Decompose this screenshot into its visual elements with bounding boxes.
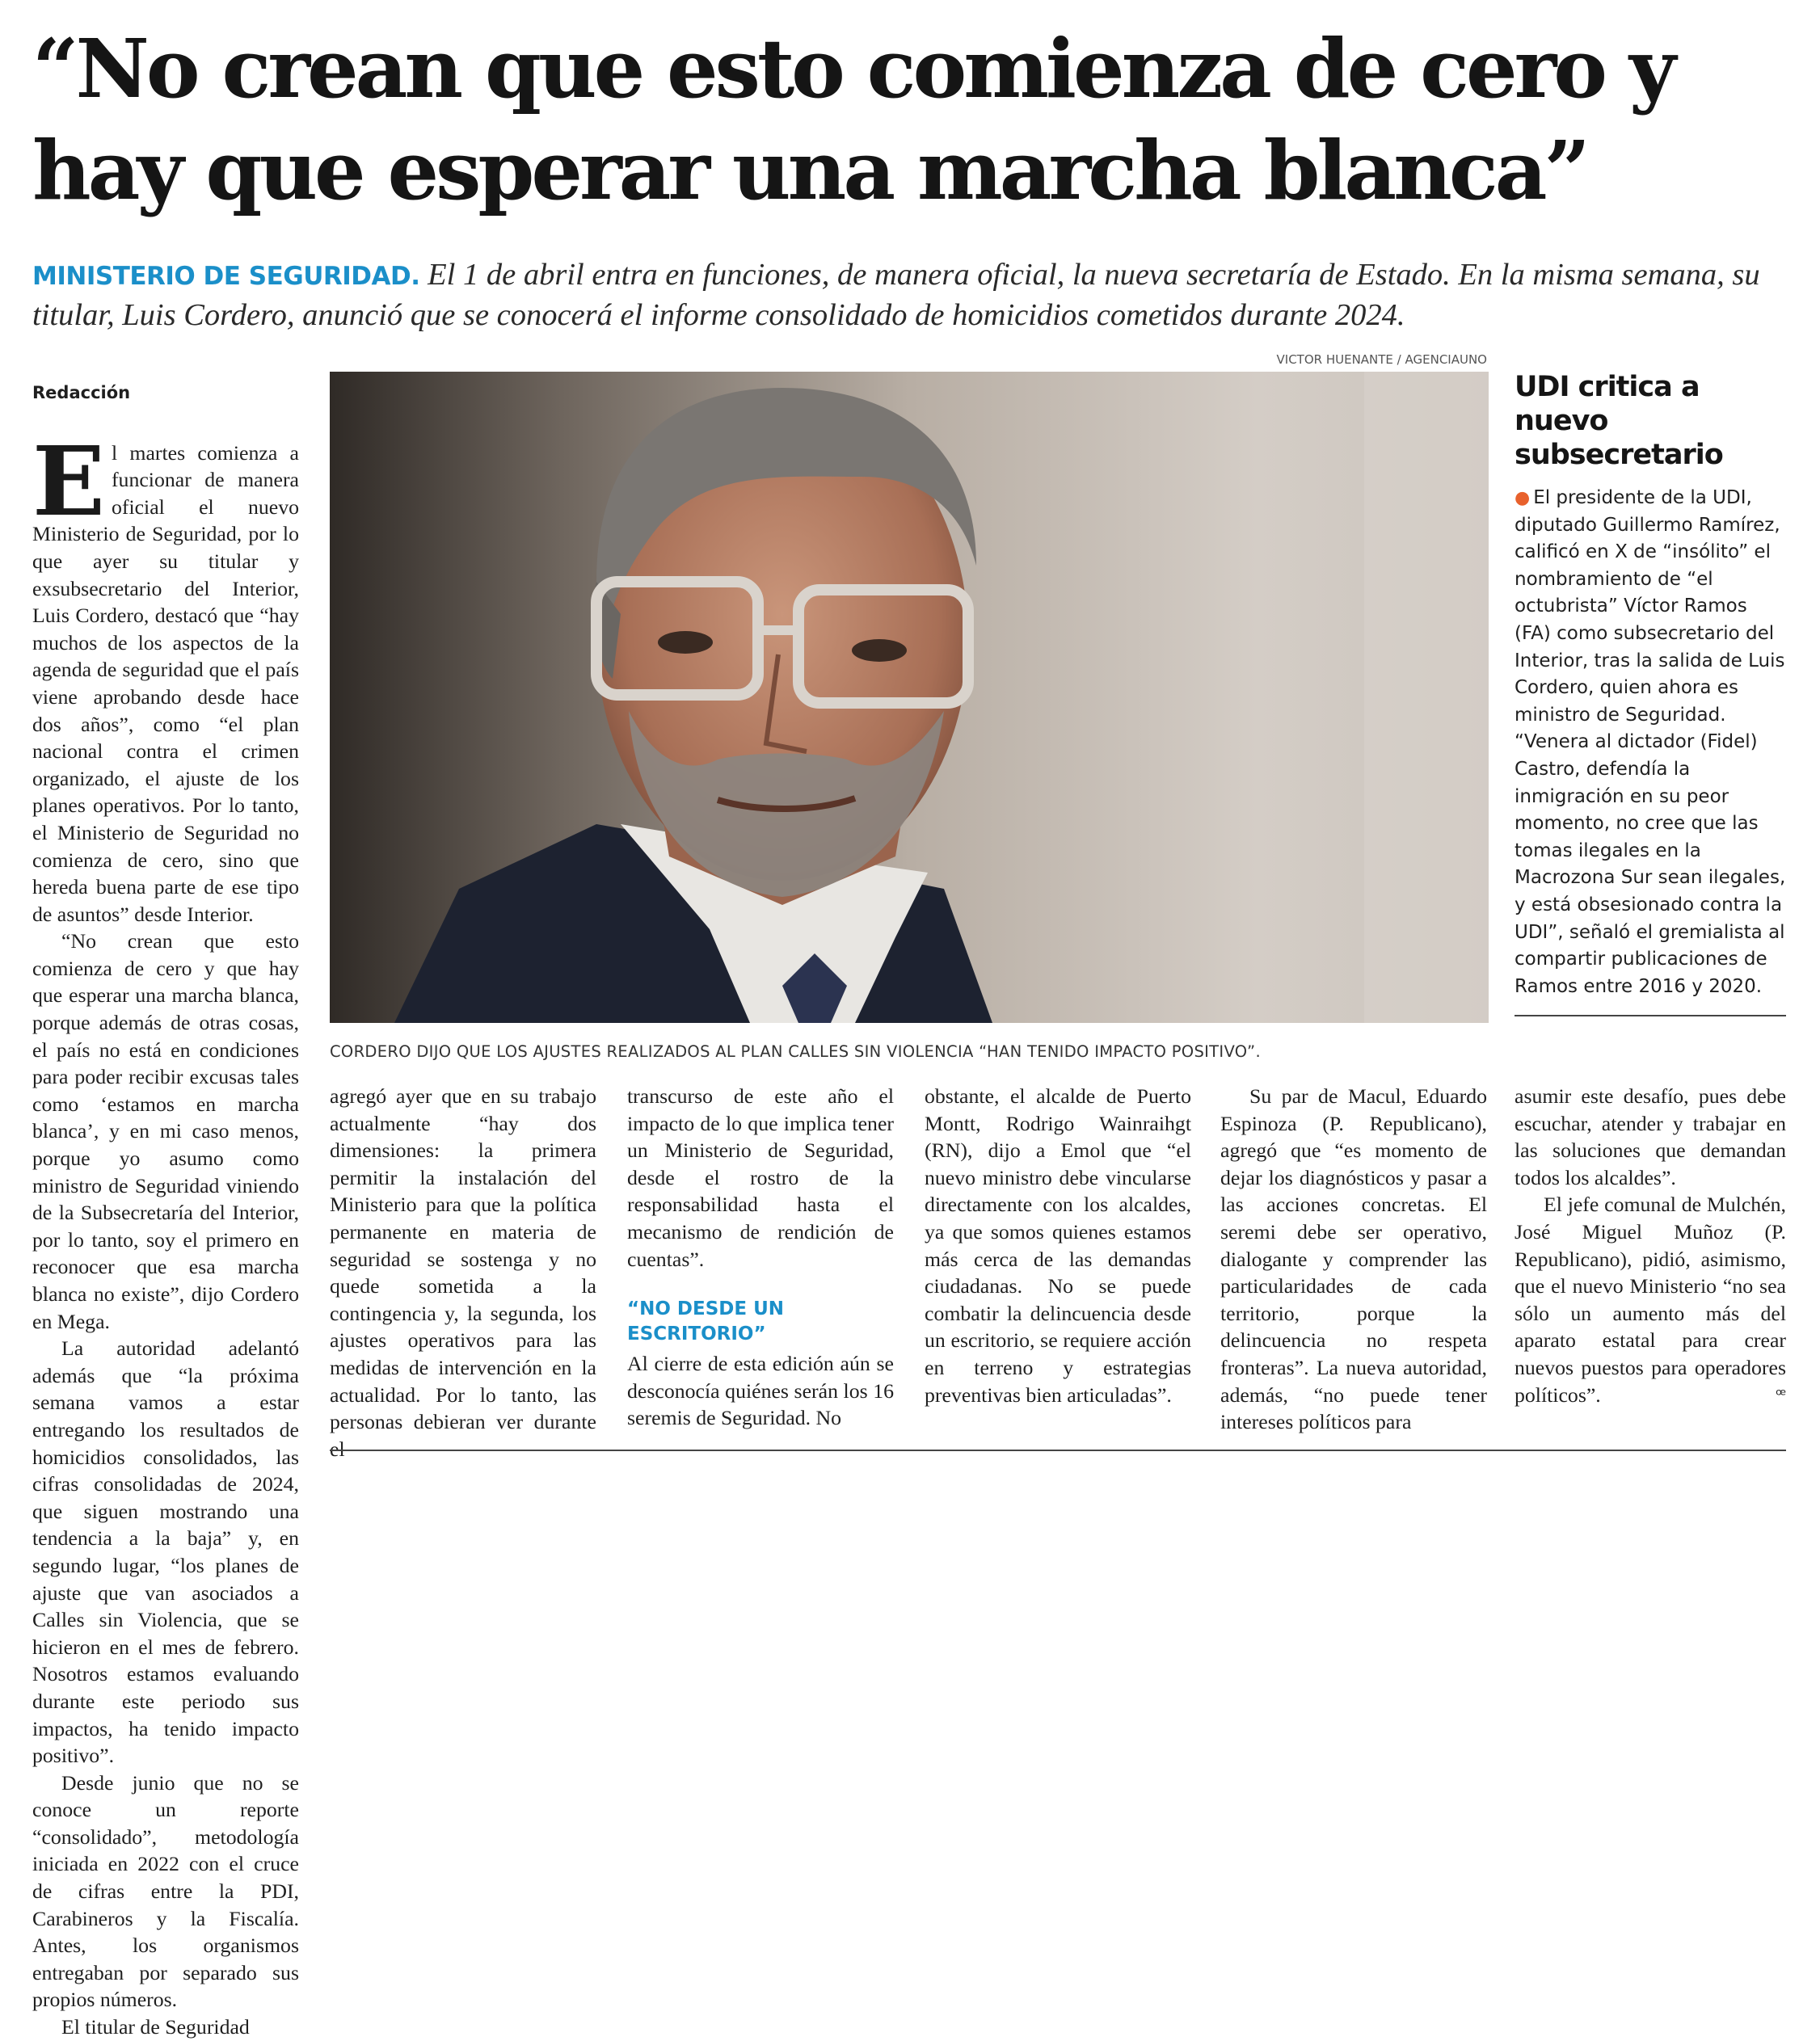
sidebar-box xyxy=(1515,370,1786,1016)
article-column-3 xyxy=(627,1083,894,1432)
article-col2-text: agregó ayer que en su trabajo actualmente “hay dos dimensiones: la primera permitir la instalación del Ministerio para que la política permanente en materia de seguridad se sostenga y no quede sometida a la contingencia y, la segunda, los ajustes operativos para las medidas de intervención en la actualidad. Por lo tanto, las personas debieran ver durante xyxy=(330,1084,596,1434)
bottom-rule xyxy=(330,1450,1786,1451)
sidebar-title: UDI critica a nuevo subsecretario xyxy=(1515,371,1723,471)
photo-credit: VICTOR HUENANTE / AGENCIAUNO xyxy=(1276,352,1487,367)
headline: “No crean que esto comienza de cero y hay que esperar una marcha blanca” xyxy=(32,21,1673,218)
byline: Redacción xyxy=(32,383,131,402)
article-photo xyxy=(330,372,1489,1023)
article-col6-text-b: El jefe comunal de Mulchén, José Miguel Muñoz (P. Republicano), pidió, asimismo, que el nuevo Ministerio “no sea sólo un aumento más del aparato estatal para crear nuevos puestos para operadores políticos”. ꟹ xyxy=(1515,1191,1786,1408)
article-paragraph-1: l martes comienza a funcionar de manera oficial el nuevo Ministerio de Seguridad, por lo que ayer su titular y exsubsecretario del Interior, Luis Cordero, destacó que “hay muchos de los aspectos de la agenda de seguridad que el país viene aprobando desde hace dos años”, como “el plan nacional contra el crimen organizado, el ajuste de los planes operativos. Por lo tanto, el Ministerio de Seguridad no comienza de cero, sino que hereda buena parte de ese tipo de asuntos” desde Interior. xyxy=(32,440,299,926)
article-paragraph-3: La autoridad adelantó además que “la próxima semana vamos a estar entregando los resultados de homicidios consolidados, las cifras consolidadas de 2024, que siguen mostrando una tendencia a la baja” y, en segundo lugar, “los planes de ajuste que van asociados a Calles sin Violencia, que se hicieron en el mes de febrero. Nosotros estamos evaluando durante este periodo sus impactos, ha tenido impacto positivo”. xyxy=(32,1336,299,1768)
article-column-6 xyxy=(1515,1083,1786,1408)
article-subhead: “NO DESDE UN ESCRITORIO” xyxy=(627,1298,785,1345)
article-column-1 xyxy=(32,380,299,2041)
end-mark-icon: ꟹ xyxy=(1776,1384,1786,1404)
article-col4-text: obstante, el alcalde de Puerto Montt, Rodrigo Wainraihgt (RN), dijo a Emol que “el nuevo ministro debe vincularse directamente con los alcaldes, ya que somos quienes estamos más cerca de las demandas ciudadanas. No se puede combatir la delincuencia desde un escritorio, se requiere acción en terreno y estrategias preventivas bien articuladas”. xyxy=(925,1084,1191,1407)
drop-cap: E xyxy=(32,424,105,537)
bullet-icon: ● xyxy=(1515,488,1531,508)
photo-caption: CORDERO DIJO QUE LOS AJUSTES REALIZADOS AL PLAN CALLES SIN VIOLENCIA “HAN TENIDO IMPACTO POSITIVO”. xyxy=(330,1042,1261,1061)
article-column-2 xyxy=(330,1083,596,1462)
article-column-5 xyxy=(1220,1083,1487,1436)
article-paragraph-5: El titular de Seguridad xyxy=(61,2015,250,2039)
deck-text: El 1 de abril entra en funciones, de manera oficial, la nueva secretaría de Estado. En la misma semana, su titular, Luis Cordero, anunció que se conocerá el informe consolidado de homicidios cometidos durante 2024. xyxy=(32,258,1760,332)
article-col3-text-a: transcurso de este año el impacto de lo que implica tener un Ministerio de Seguridad, desde el rostro de la responsabilidad hasta el mecanismo de rendición de cuentas”. xyxy=(627,1084,894,1271)
article-paragraph-4: Desde junio que no se conoce un reporte “consolidado”, metodología iniciada en 2022 con el cruce de cifras entre la PDI, Carabineros y la Fiscalía. Antes, los organismos entregaban por separado sus propios números. xyxy=(32,1770,299,2012)
article-paragraph-2: “No crean que esto comienza de cero y que hay que esperar una marcha blanca, porque además de otras cosas, el país no está en condiciones para poder recibir excusas tales como ‘estamos en marcha blanca’, y en mi caso menos, porque yo asumo como ministro de Seguridad viniendo de la Subsecretaría del Interior, por lo tanto, soy el primero en reconocer que esa marcha blanca no existe”, dijo Cordero en Mega. xyxy=(32,929,299,1333)
deck xyxy=(32,255,1794,335)
article-column-4 xyxy=(925,1083,1191,1408)
article-col3-text-b: Al cierre de esta edición aún se desconocía quiénes serán los 16 seremis de Seguridad. No xyxy=(627,1352,894,1430)
article-col6-text-a: asumir este desafío, pues debe escuchar, atender y trabajar en las soluciones que demandan todos los alcaldes”. xyxy=(1515,1084,1786,1189)
portrait-illustration xyxy=(330,372,1489,1023)
deck-kicker: MINISTERIO DE SEGURIDAD. xyxy=(32,262,420,291)
sidebar-text: ● El presidente de la UDI, diputado Guillermo Ramírez, calificó en X de “insólito” el nombramiento de “el octubrista” Víctor Ramos (FA) como subsecretario del Interior, tras la salida de Luis Cordero, quien ahora es ministro de Seguridad. “Venera al dictador (Fidel) Castro, defendía la inmigración en su peor momento, no cree que las tomas ilegales en la Macrozona Sur sean ilegales, y está obsesionado contra la UDI”, señaló el gremialista al compartir publicaciones de Ramos entre 2016 y 2020. xyxy=(1515,487,1786,997)
article-col5-text: Su par de Macul, Eduardo Espinoza (P. Republicano), agregó que “es momento de dejar los diagnósticos y pasar a las acciones concretas. El seremi debe ser operativo, dialogante y comprender las particularidades de cada territorio, porque la delincuencia no respeta fronteras”. La nueva autoridad, además, “no puede tener intereses políticos para xyxy=(1220,1084,1487,1434)
